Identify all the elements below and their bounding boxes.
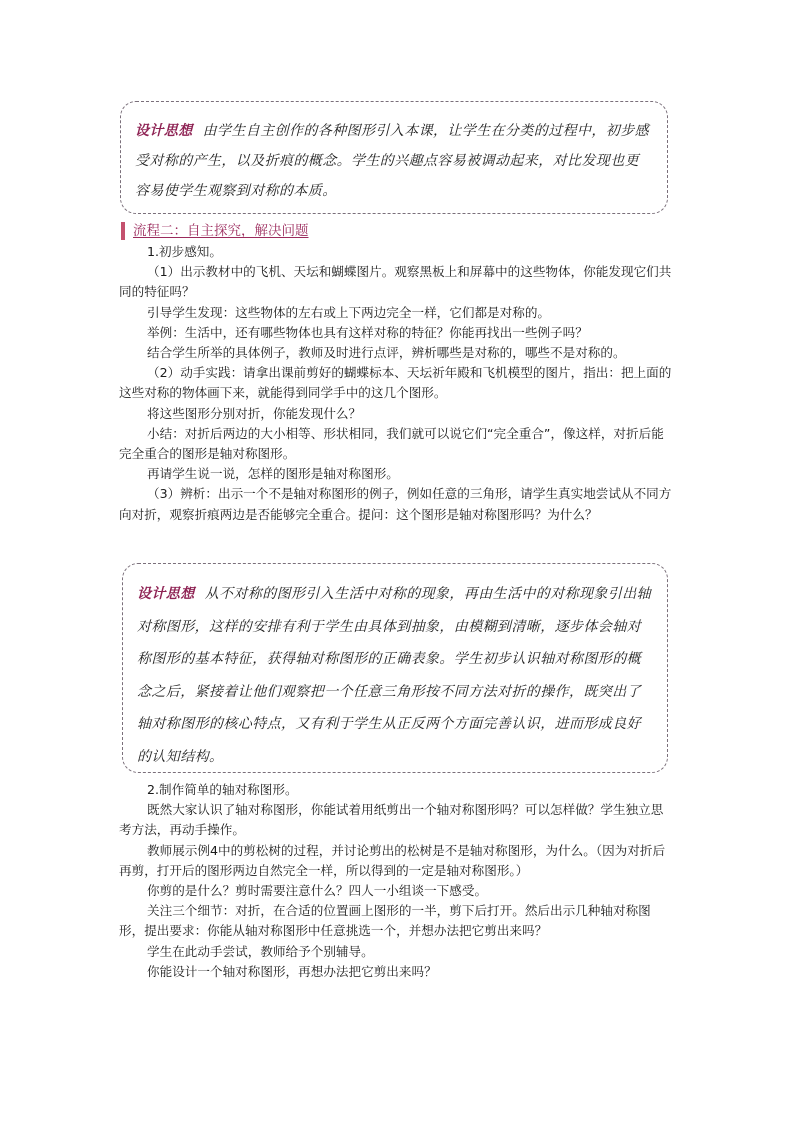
section-title-text: 流程二：自主探究，解决问题: [133, 223, 309, 239]
paragraph: 小结：对折后两边的大小相等、形状相同，我们就可以说它们“完全重合”，像这样，对折后能完全重合的图形是轴对称图形。: [119, 425, 664, 462]
make-symmetric-figure-body: [119, 780, 675, 982]
design-thought-text-2: 从不对称的图形引入生活中对称的现象，再由生活中的对称现象引出轴对称图形，这样的安排有利于学生由具体到抽象，由模糊到清晰，逐步体会轴对称图形的基本特征，获得轴对称图形的正确表象。学生初步认识轴对称图形的概念之后，紧接着让他们观察把一个任意三角形按不同方法对折的操作，既突出了轴对称图形的核心特点，又有利于学生从正反两个方面完善认识，进而形成良好的认知结构。: [137, 586, 652, 765]
process-two-body: [119, 242, 675, 525]
paragraph: 将这些图形分别对折，你能发现什么？: [147, 405, 362, 421]
paragraph: 教师展示例4中的剪松树的过程，并讨论剪出的松树是不是轴对称图形，为什么。（因为对折后再剪，打开后的图形两边自然完全一样，所以得到的一定是轴对称图形。）: [119, 842, 666, 878]
design-thought-text-1: 由学生自主创作的各种图形引入本课，让学生在分类的过程中，初步感受对称的产生，以及折痕的概念。学生的兴趣点容易被调动起来，对比发现也更容易使学生观察到对称的本质。: [135, 123, 650, 199]
paragraph: （2）动手实践：请拿出课前剪好的蝴蝶标本、天坛祈年殿和飞机模型的图片，指出：把上面的这些对称的物体画下来，就能得到同学手中的这几个图形。: [119, 365, 672, 401]
paragraph: 关注三个细节：对折，在合适的位置画上图形的一半，剪下后打开。然后出示几种轴对称图形，提出要求：你能从轴对称图形中任意挑选一个，并想办法把它剪出来吗？: [119, 903, 651, 939]
design-thought-label-2: 设计思想: [137, 586, 195, 602]
paragraph: 再请学生说一说，怎样的图形是轴对称图形。: [147, 466, 399, 482]
paragraph: 2.制作简单的轴对称图形。: [147, 782, 298, 797]
paragraph: 既然大家认识了轴对称图形，你能试着用纸剪出一个轴对称图形吗？可以怎样做？学生独立思考方法，再动手操作。: [119, 802, 664, 838]
paragraph: （1）出示教材中的飞机、天坛和蝴蝶图片。观察黑板上和屏幕中的这些物体，你能发现它们共同的特征吗？: [119, 264, 672, 300]
paragraph: 1.初步感知。: [147, 244, 222, 259]
paragraph: 你能设计一个轴对称图形，再想办法把它剪出来吗？: [147, 963, 437, 979]
paragraph: 结合学生所举的具体例子，教师及时进行点评，辨析哪些是对称的，哪些不是对称的。: [147, 345, 626, 361]
paragraph: 你剪的是什么？剪时需要注意什么？四人一小组谈一下感受。: [147, 883, 488, 899]
paragraph: 学生在此动手尝试，教师给予个别辅导。: [147, 943, 374, 959]
design-thought-label-1: 设计思想: [135, 123, 193, 139]
section-title: [121, 222, 309, 240]
design-thought-box-1: [120, 101, 668, 214]
paragraph: （3）辨析：出示一个不是轴对称图形的例子，例如任意的三角形，请学生真实地尝试从不同方向对折，观察折痕两边是否能够完全重合。提问：这个图形是轴对称图形吗？为什么？: [119, 486, 672, 522]
paragraph: 引导学生发现：这些物体的左右或上下两边完全一样，它们都是对称的。: [147, 304, 550, 320]
design-thought-box-2: [122, 563, 668, 773]
paragraph: 举例：生活中，还有哪些物体也具有这样对称的特征？你能再找出一些例子吗？: [147, 324, 588, 340]
